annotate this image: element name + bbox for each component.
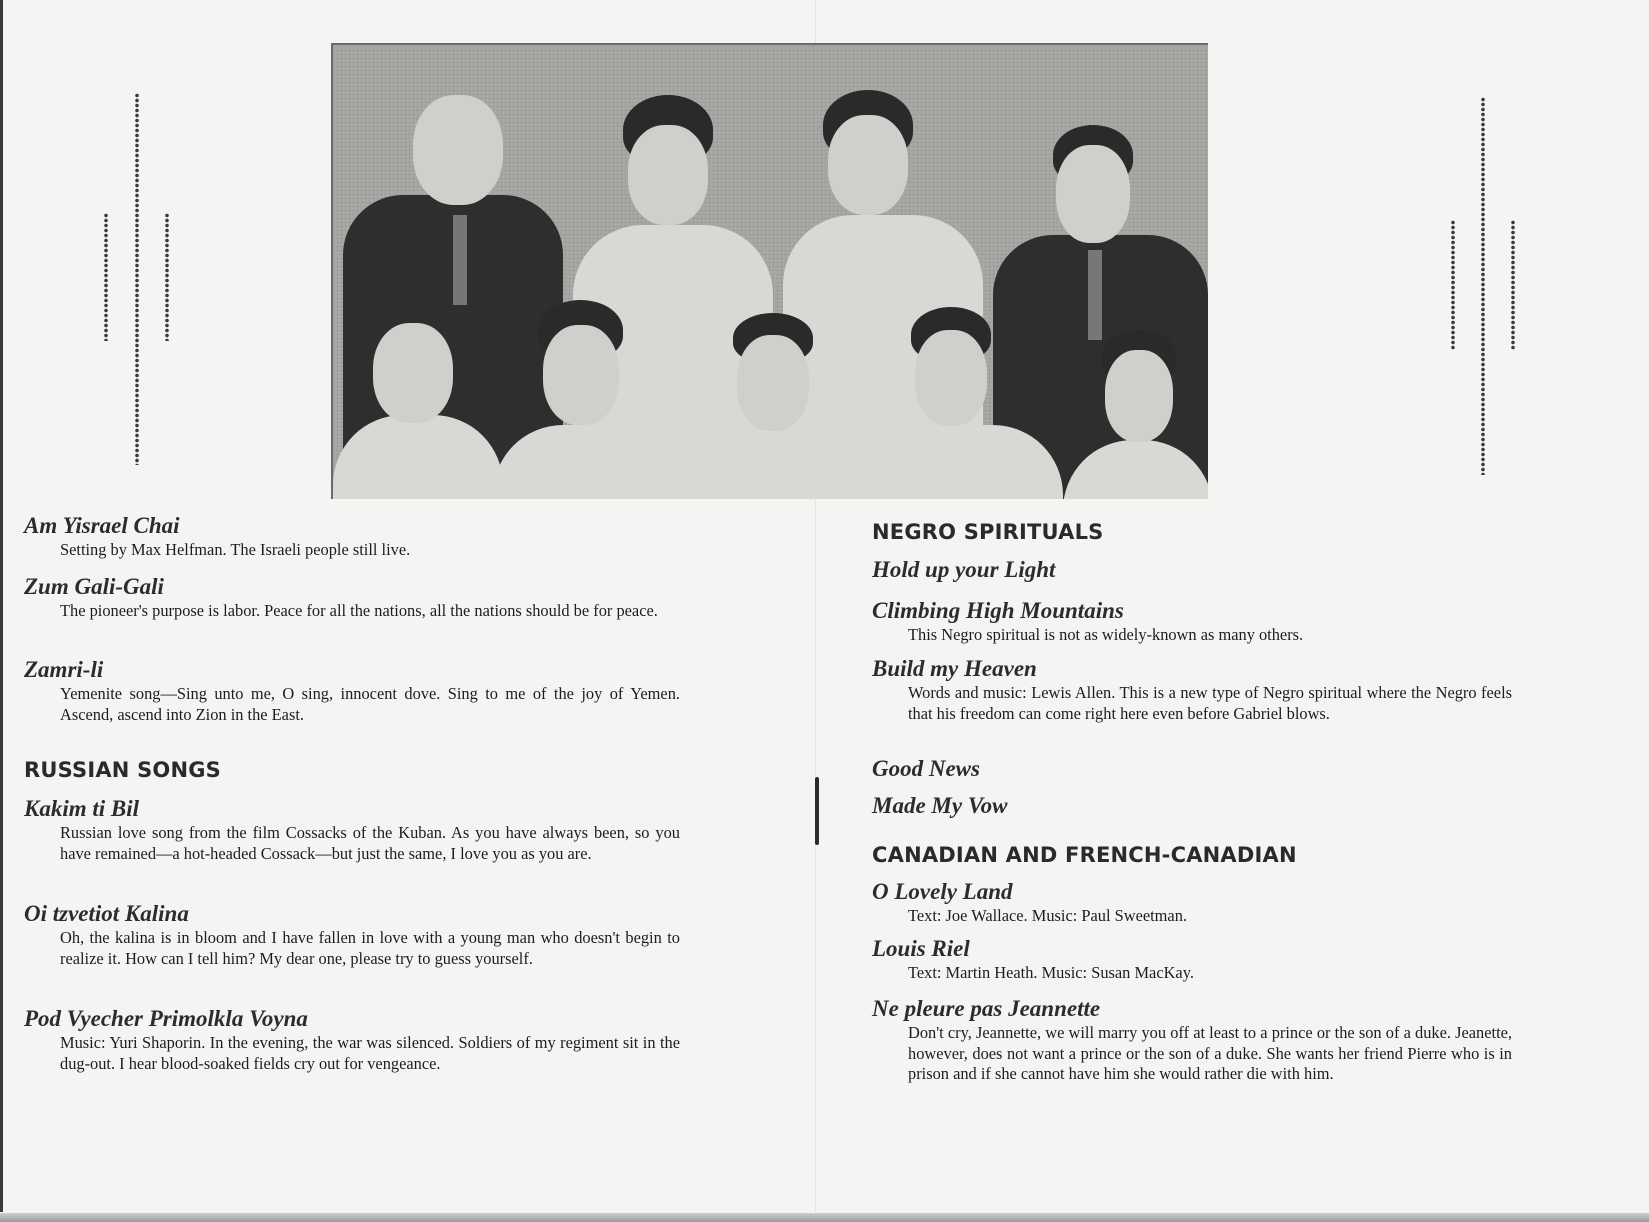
song-entry	[24, 1005, 680, 1074]
photo-face-back-4	[1056, 145, 1130, 243]
song-entry	[24, 512, 680, 561]
wavy-rule-left-short-1	[102, 213, 110, 341]
song-description: Yemenite song—Sing unto me, O sing, innocent dove. Sing to me of the joy of Yemen. Ascend, ascend into Zion in the East.	[60, 684, 680, 724]
photo-tie-1	[453, 215, 467, 305]
song-entry	[24, 656, 680, 725]
song-description: Russian love song from the film Cossacks of the Kuban. As you have always been, so you have remained—a hot-headed Cossack—but just the same, I love you as you are.	[60, 823, 680, 863]
page-bottom-edge	[0, 1213, 1649, 1222]
fold-mark	[815, 777, 819, 845]
song-description: Text: Martin Heath. Music: Susan MacKay.	[908, 963, 1194, 982]
song-description: Text: Joe Wallace. Music: Paul Sweetman.	[908, 906, 1187, 925]
song-description: Setting by Max Helfman. The Israeli people still live.	[60, 540, 411, 559]
song-entry	[24, 795, 680, 864]
song-title: Zamri-li	[24, 657, 104, 682]
song-entry	[872, 935, 1512, 984]
photo-face-front-4	[915, 330, 987, 426]
song-title: Ne pleure pas Jeannette	[872, 996, 1101, 1021]
song-entry	[872, 792, 1512, 820]
wavy-rule-left-long	[133, 93, 141, 465]
song-title: Good News	[872, 756, 980, 781]
section-heading-canadian: CANADIAN AND FRENCH-CANADIAN	[872, 843, 1297, 867]
song-entry	[872, 878, 1512, 927]
photo-face-back-2	[628, 125, 708, 225]
song-title: Zum Gali-Gali	[24, 574, 164, 599]
wavy-rule-right-short-1	[1449, 220, 1457, 350]
song-title: Oi tzvetiot Kalina	[24, 901, 189, 926]
song-description: Oh, the kalina is in bloom and I have fallen in love with a young man who doesn't begin to realize it. How can I tell him? My dear one, please try to guess yourself.	[60, 928, 680, 968]
song-entry	[24, 573, 680, 622]
photo-face-front-3	[737, 335, 809, 431]
photo-face-front-2	[543, 325, 619, 425]
wavy-rule-left-short-2	[163, 213, 171, 341]
photo-face-back-3	[828, 115, 908, 215]
song-description: Words and music: Lewis Allen. This is a new type of Negro spiritual where the Negro feels that his freedom can come right here even before Gabriel blows.	[908, 683, 1512, 723]
photo-face-back-1	[413, 95, 503, 205]
song-entry	[872, 597, 1512, 646]
section-heading-negro-spirituals: NEGRO SPIRITUALS	[872, 520, 1104, 544]
song-description: The pioneer's purpose is labor. Peace for all the nations, all the nations should be for peace.	[60, 601, 658, 620]
song-title: O Lovely Land	[872, 879, 1013, 904]
song-entry	[872, 556, 1512, 584]
photo-face-front-1	[373, 323, 453, 423]
song-entry	[872, 995, 1512, 1085]
song-description: This Negro spiritual is not as widely-known as many others.	[908, 625, 1304, 644]
song-title: Climbing High Mountains	[872, 598, 1124, 623]
song-entry	[872, 755, 1512, 783]
group-photo	[331, 43, 1208, 499]
photo-tie-4	[1088, 250, 1102, 340]
page-edge	[0, 0, 3, 1212]
song-title: Hold up your Light	[872, 557, 1056, 582]
song-title: Louis Riel	[872, 936, 970, 961]
song-title: Build my Heaven	[872, 656, 1037, 681]
wavy-rule-right-short-2	[1509, 220, 1517, 350]
song-title: Am Yisrael Chai	[24, 513, 180, 538]
song-description: Don't cry, Jeannette, we will marry you off at least to a prince or the son of a duke. Jeanette, however, does not want a prince or the son of a duke. She wants her friend Pierre who is in prison and if she cannot have him she would rather die with him.	[908, 1023, 1512, 1083]
section-heading-russian-songs: RUSSIAN SONGS	[24, 758, 221, 782]
photo-face-front-5	[1105, 350, 1173, 442]
song-title: Made My Vow	[872, 793, 1008, 818]
song-entry	[872, 655, 1512, 724]
song-description: Music: Yuri Shaporin. In the evening, the war was silenced. Soldiers of my regiment sit in the dug-out. I hear blood-soaked fields cry out for vengeance.	[60, 1033, 680, 1073]
song-title: Pod Vyecher Primolkla Voyna	[24, 1006, 308, 1031]
song-title: Kakim ti Bil	[24, 796, 140, 821]
wavy-rule-right-long	[1479, 97, 1487, 475]
song-entry	[24, 900, 680, 969]
